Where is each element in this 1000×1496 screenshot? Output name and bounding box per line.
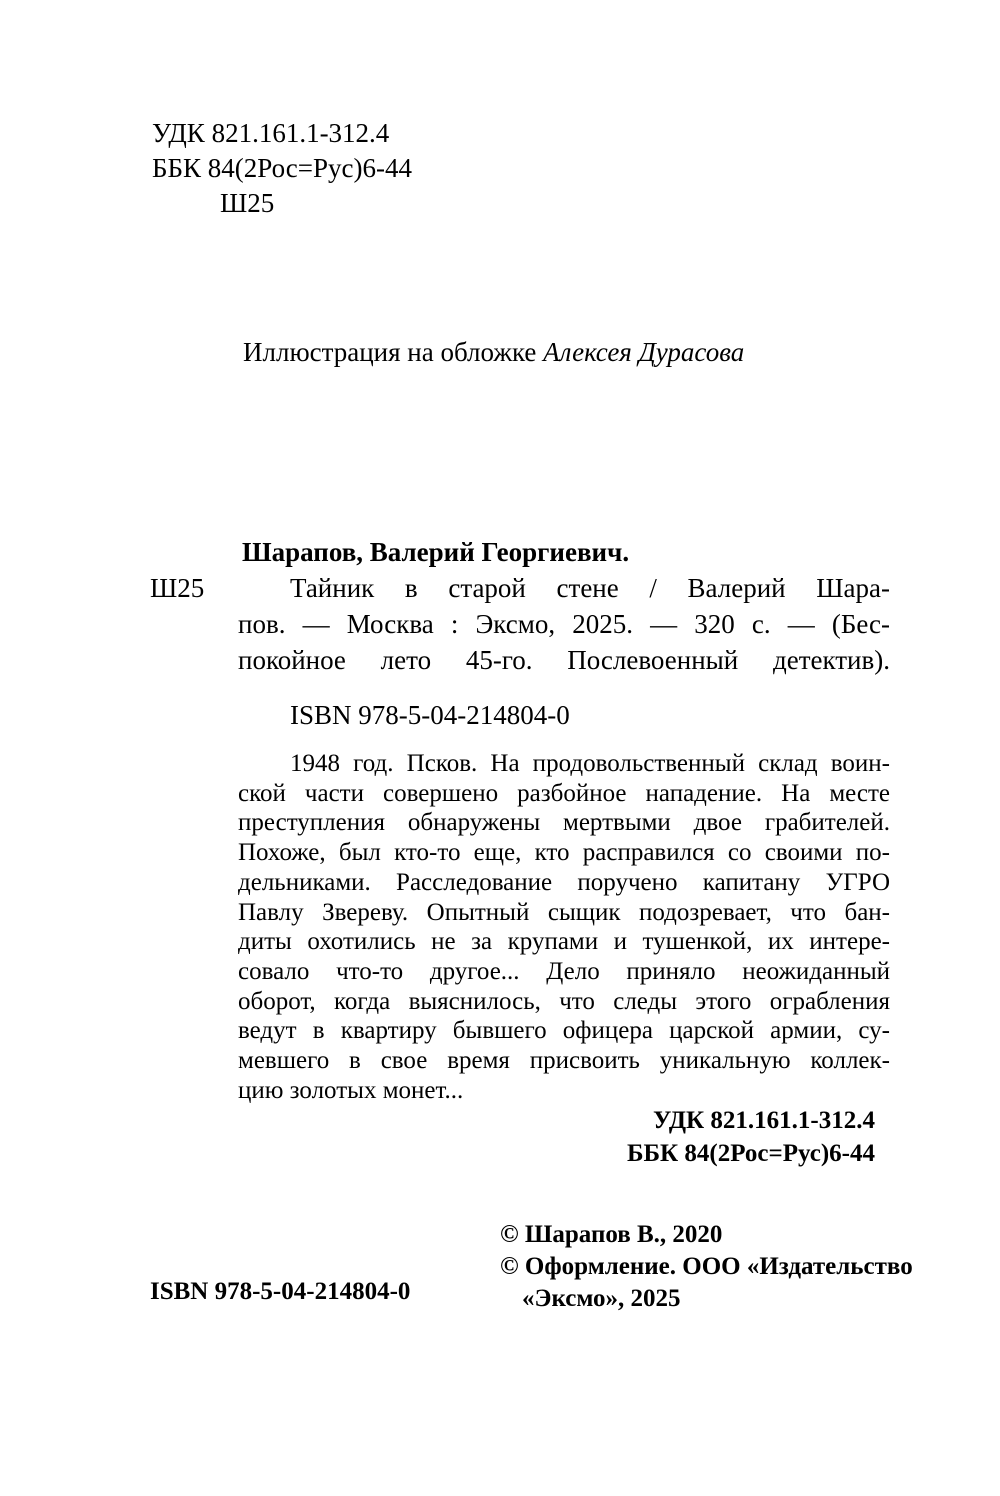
annotation-block bbox=[238, 749, 890, 1105]
udk-bottom: УДК 821.161.1-312.4 bbox=[653, 1107, 875, 1134]
annotation-line: диты охотились не за крупами и тушенкой, их интере- bbox=[238, 928, 890, 956]
annotation-line: ской части совершено разбойное нападение. На месте bbox=[238, 779, 890, 807]
udk-top: УДК 821.161.1-312.4 bbox=[152, 118, 390, 148]
annotation-line: Павлу Звереву. Опытный сыщик подозревает, что бан- bbox=[238, 898, 890, 926]
isbn-bottom: ISBN 978-5-04-214804-0 bbox=[150, 1278, 411, 1305]
top-codes-block bbox=[152, 116, 412, 221]
copyright-author: © Шарапов В., 2020 bbox=[500, 1221, 723, 1248]
bbk-top: ББК 84(2Рос=Рус)6-44 bbox=[152, 153, 412, 183]
illustration-credit-prefix: Иллюстрация на обложке bbox=[243, 337, 544, 367]
annotation-line: преступления обнаружены мертвыми двое грабителей. bbox=[238, 809, 890, 837]
catalog-description-line: пов. — Москва : Эксмо, 2025. — 320 с. — (Бес- bbox=[238, 609, 890, 639]
author-sign-margin: Ш25 bbox=[150, 573, 205, 603]
annotation-line: мевшего в свое время присвоить уникальную коллек- bbox=[238, 1047, 890, 1075]
catalog-description-line: Тайник в старой стене / Валерий Шара- bbox=[290, 573, 890, 603]
copyright-design-continued: «Эксмо», 2025 bbox=[522, 1285, 681, 1312]
catalog-author-heading: Шарапов, Валерий Георгиевич. bbox=[242, 537, 630, 567]
illustration-credit bbox=[243, 337, 744, 368]
catalog-description-line: покойное лето 45-го. Послевоенный детектив). bbox=[238, 645, 890, 675]
bbk-bottom: ББК 84(2Рос=Рус)6-44 bbox=[627, 1140, 875, 1167]
copyright-design: © Оформление. ООО «Издательство bbox=[500, 1253, 913, 1280]
annotation-line: дельниками. Расследование поручено капитану УГРО bbox=[238, 868, 890, 896]
isbn-catalog: ISBN 978-5-04-214804-0 bbox=[290, 700, 570, 730]
annotation-line: совало что-то другое... Дело приняло неожиданный bbox=[238, 957, 890, 985]
annotation-line: 1948 год. Псков. На продовольственный склад воин- bbox=[290, 750, 890, 777]
illustration-artist-name: Алексея Дурасова bbox=[543, 337, 745, 367]
annotation-line: ведут в квартиру бывшего офицера царской армии, су- bbox=[238, 1017, 890, 1045]
annotation-line: Похоже, был кто-то еще, кто расправился со своими по- bbox=[238, 839, 890, 867]
author-sign-top: Ш25 bbox=[220, 188, 275, 218]
annotation-line-last: цию золотых монет... bbox=[238, 1076, 464, 1104]
annotation-line: оборот, когда выяснилось, что следы этого ограбления bbox=[238, 987, 890, 1015]
bottom-codes-block bbox=[627, 1104, 875, 1170]
copyright-block bbox=[500, 1219, 913, 1315]
